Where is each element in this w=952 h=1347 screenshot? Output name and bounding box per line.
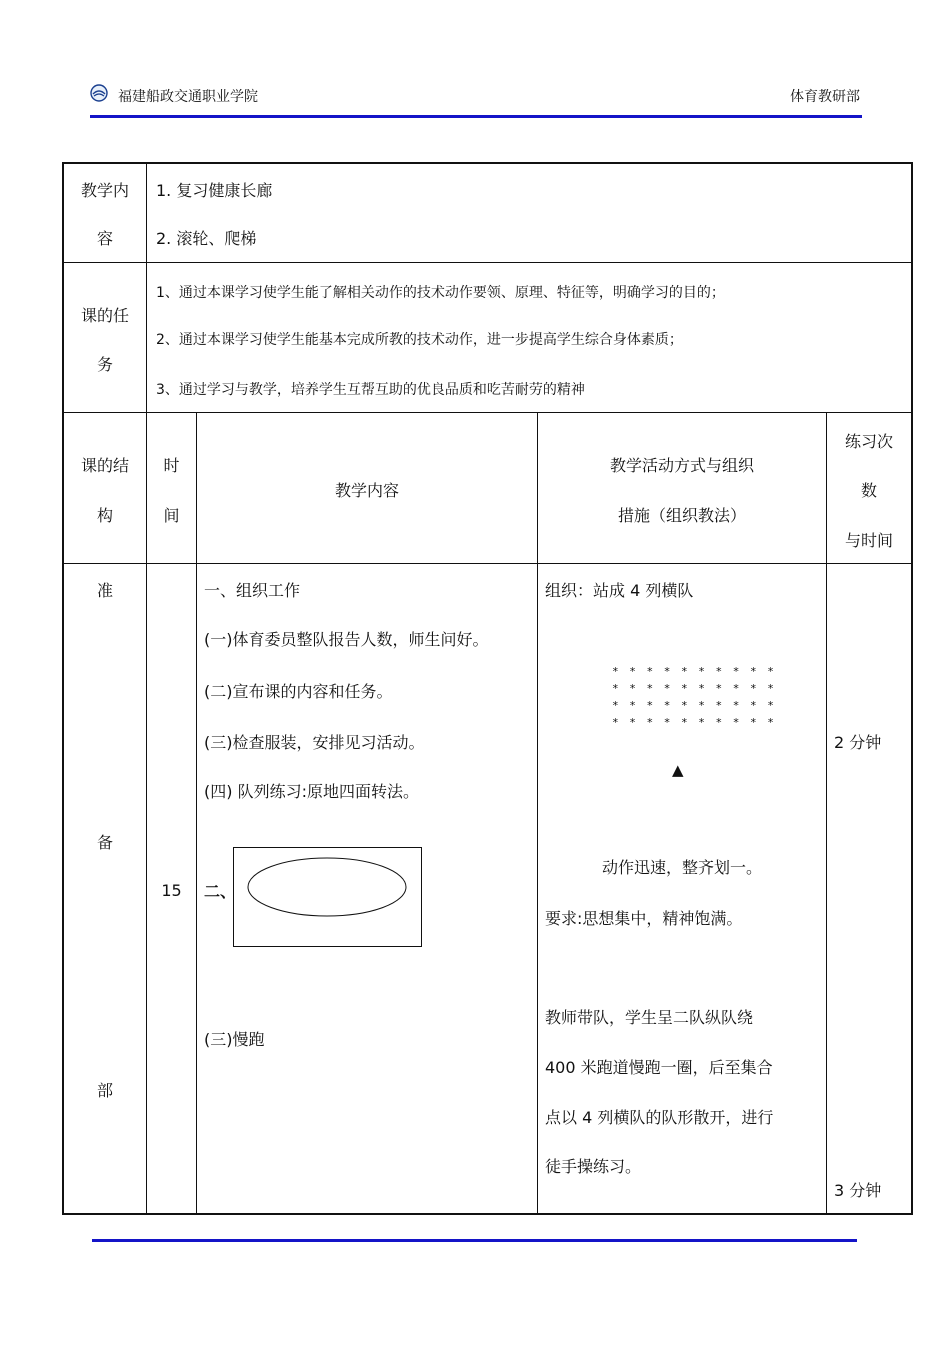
content-item-2: 2. 滚轮、爬梯 <box>156 229 257 248</box>
method-organization: 组织：站成 4 列横队 <box>545 581 694 600</box>
jog-line-3: 点以 4 列横队的队形散开，进行 <box>545 1108 774 1127</box>
content-label-line1: 教学内 <box>80 181 129 200</box>
page-header <box>90 84 862 118</box>
structure-header-line2: 构 <box>96 506 113 525</box>
method-header-line1: 教学活动方式与组织 <box>609 456 754 475</box>
method-line-2: 要求:思想集中，精神饱满。 <box>545 909 743 928</box>
school-name: 福建船政交通职业学院 <box>118 89 258 105</box>
formation-row-2: * * * * * * * * * * <box>612 682 776 695</box>
practice-time-1: 2 分钟 <box>834 733 882 752</box>
prep-time: 15 <box>161 881 182 900</box>
structure-char-2: 备 <box>96 833 113 852</box>
formation-row-1: * * * * * * * * * * <box>612 665 776 678</box>
task-item-1: 1、通过本课学习使学生能了解相关动作的技术动作要领、原理、特征等，明确学习的目的； <box>156 285 725 301</box>
prep-content-line-1: 一、组织工作 <box>204 581 301 600</box>
method-line-1: 动作迅速，整齐划一。 <box>601 858 762 877</box>
formation-row-3: * * * * * * * * * * <box>612 699 776 712</box>
jog-label: (三)慢跑 <box>204 1030 265 1049</box>
prep-content-line-5: (四) 队列练习:原地四面转法。 <box>204 782 419 801</box>
content-header: 教学内容 <box>334 481 399 500</box>
tasks-label-line2: 务 <box>96 355 113 374</box>
structure-header-line1: 课的结 <box>80 456 129 475</box>
jog-line-4: 徒手操练习。 <box>545 1157 642 1176</box>
practice-header-line1: 练习次 <box>844 432 893 451</box>
section-two-diagram <box>233 847 422 947</box>
section-two-label: 二、 <box>204 882 237 901</box>
formation-row-4: * * * * * * * * * * <box>612 716 776 729</box>
tasks-label-line1: 课的任 <box>80 306 129 325</box>
jog-line-2: 400 米跑道慢跑一圈，后至集合 <box>545 1058 773 1077</box>
task-item-3: 3、通过学习与教学，培养学生互帮互助的优良品质和吃苦耐劳的精神 <box>156 382 585 398</box>
content-item-1: 1. 复习健康长廊 <box>156 181 273 200</box>
structure-char-1: 准 <box>96 581 113 600</box>
practice-header-line3: 与时间 <box>844 531 893 550</box>
school-logo-icon <box>90 84 108 102</box>
jog-line-1: 教师带队，学生呈二队纵队绕 <box>545 1008 754 1027</box>
prep-content-line-3: (二)宣布课的内容和任务。 <box>204 682 393 701</box>
prep-content-line-2: (一)体育委员整队报告人数，师生问好。 <box>204 630 489 649</box>
footer-rule <box>92 1239 857 1242</box>
time-header-line1: 时 <box>163 456 180 475</box>
practice-time-2: 3 分钟 <box>834 1181 882 1200</box>
method-header-line2: 措施（组织教法） <box>617 506 746 525</box>
task-item-2: 2、通过本课学习使学生能基本完成所教的技术动作，进一步提高学生综合身体素质； <box>156 332 683 348</box>
practice-header-line2: 数 <box>860 481 877 500</box>
department-name: 体育教研部 <box>790 89 860 105</box>
header-rule <box>90 115 862 118</box>
prep-content-line-4: (三)检查服装，安排见习活动。 <box>204 733 425 752</box>
content-label-line2: 容 <box>96 229 113 248</box>
time-header-line2: 间 <box>163 506 180 525</box>
teacher-marker: ▲ <box>672 761 684 779</box>
structure-char-3: 部 <box>96 1081 113 1100</box>
